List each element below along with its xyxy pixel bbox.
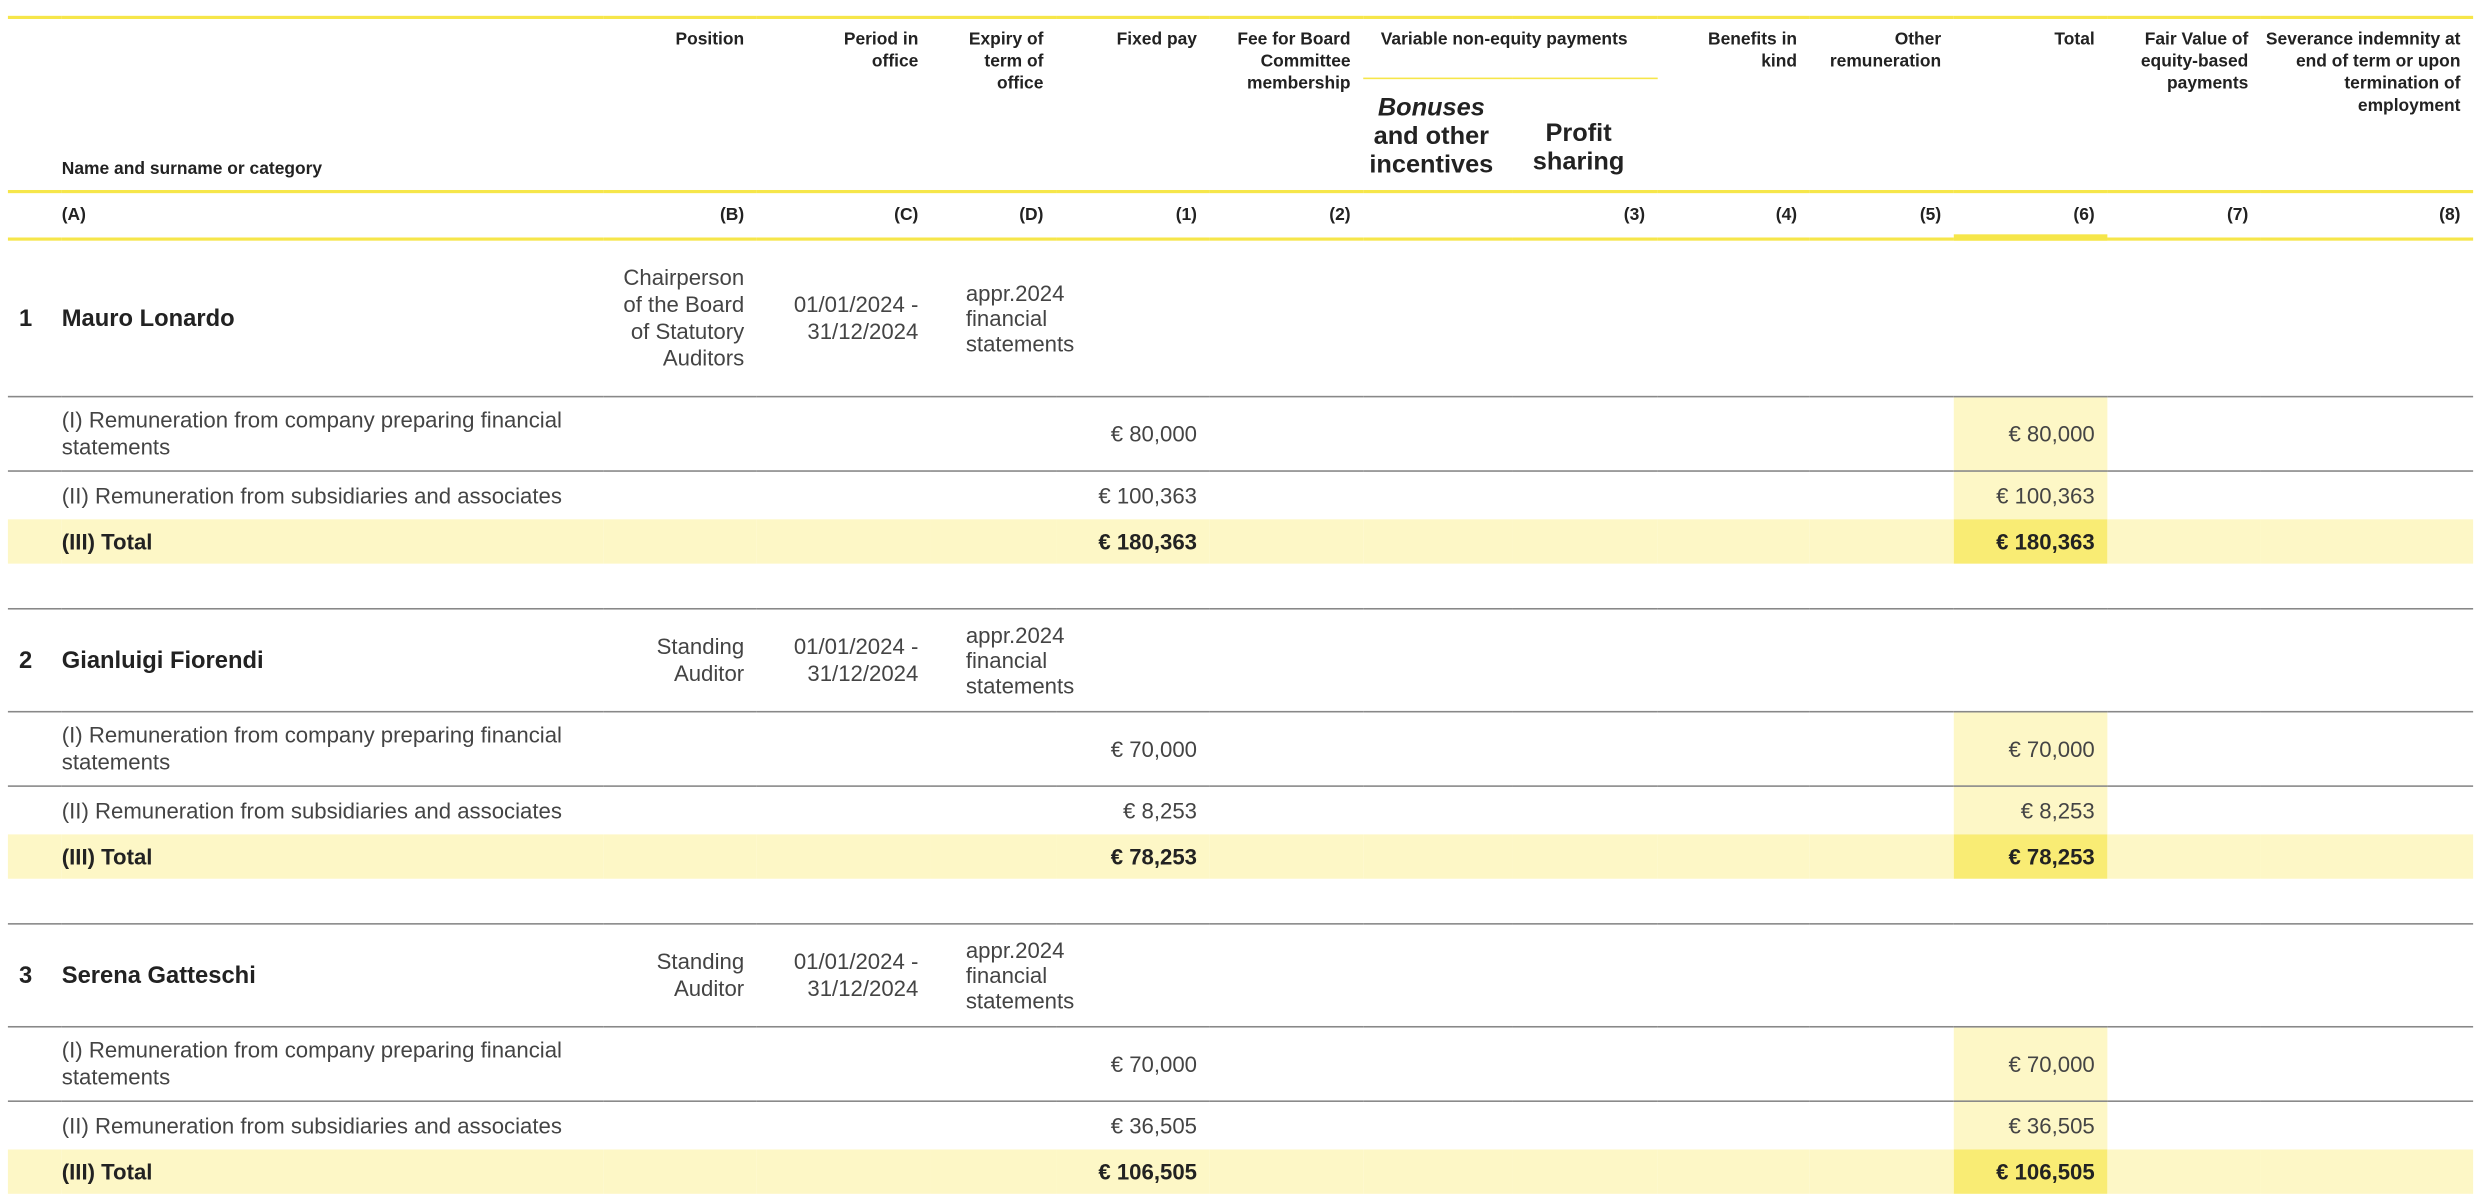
fixed-pay-value: € 106,505 [1056,1149,1210,1193]
col-letter-c: (C) [757,192,931,239]
row-label: (III) Total [62,1149,604,1193]
total-value: € 8,253 [1954,786,2108,834]
header-total: Total [2054,30,2095,50]
row-label: (III) Total [62,519,604,563]
fixed-pay-value: € 80,000 [1110,420,1197,446]
col-letter-a: (A) [8,192,603,239]
person-period: 01/01/2024 - 31/12/2024 [793,948,919,1001]
person-number: 1 [18,304,33,332]
person-expiry: appr.2024 financial statements [965,937,1075,1014]
col-letter-4: (4) [1658,192,1810,239]
fixed-pay-value: € 8,253 [1123,797,1197,823]
remuneration-row [8,712,2473,786]
total-row [8,834,2473,878]
total-value: € 70,000 [1954,712,2108,786]
column-letter-row [8,192,2473,239]
person-name: Mauro Lonardo [61,304,235,332]
person-row [8,924,2473,1027]
remuneration-row [8,397,2473,471]
row-label: (I) Remuneration from company preparing financial statements [61,721,562,775]
fixed-pay-value: € 70,000 [1110,1050,1197,1076]
person-expiry: appr.2024 financial statements [965,280,1075,357]
remuneration-row [8,786,2473,834]
header-row-1 [8,17,2473,78]
header-bonuses [1363,78,1512,191]
col-letter-b: (B) [603,192,757,239]
row-label: (I) Remuneration from company preparing financial statements [61,406,562,460]
remuneration-row [8,1027,2473,1101]
header-profit-sharing: Profit sharing [1532,120,1625,176]
person-row [8,609,2473,712]
header-name: Name and surname or category [61,159,323,179]
person-position: Standing Auditor [656,948,745,1001]
total-value: € 78,253 [1954,834,2108,878]
header-fixed-pay: Fixed pay [1116,30,1197,50]
fixed-pay-value: € 100,363 [1098,482,1197,508]
total-value: € 80,000 [1954,397,2108,471]
header-variable-payments: Variable non-equity payments [1363,17,1657,78]
person-period: 01/01/2024 - 31/12/2024 [793,291,919,344]
header-benefits: Benefits in kind [1708,30,1798,72]
fixed-pay-value: € 78,253 [1056,834,1210,878]
row-label: (II) Remuneration from subsidiaries and associates [61,482,562,508]
person-row [8,239,2473,397]
header-fee-committee: Fee for Board Committee membership [1237,30,1351,94]
header-expiry: Expiry of term of office [968,30,1044,94]
col-letter-8: (8) [2261,192,2473,239]
row-label: (II) Remuneration from subsidiaries and associates [61,1112,562,1138]
header-other: Other remuneration [1829,30,1942,72]
row-label: (III) Total [62,834,604,878]
remuneration-row [8,1101,2473,1149]
person-number: 3 [18,961,33,989]
header-period: Period in office [843,30,919,72]
person-name: Serena Gatteschi [61,961,256,989]
total-value: € 106,505 [1954,1149,2108,1193]
header-bonuses-rest: and other incentives [1369,123,1494,179]
fixed-pay-value: € 70,000 [1110,735,1197,761]
total-row [8,519,2473,563]
total-value: € 180,363 [1954,519,2108,563]
person-period: 01/01/2024 - 31/12/2024 [793,633,919,686]
total-row [8,1149,2473,1193]
person-expiry: appr.2024 financial statements [965,622,1075,699]
fixed-pay-value: € 36,505 [1110,1112,1197,1138]
total-value: € 100,363 [1954,471,2108,519]
remuneration-row [8,471,2473,519]
row-label: (II) Remuneration from subsidiaries and associates [61,797,562,823]
person-position: Standing Auditor [656,633,745,686]
col-letter-2: (2) [1210,192,1364,239]
col-letter-7: (7) [2107,192,2261,239]
person-name: Gianluigi Fiorendi [61,646,264,674]
header-bonuses-italic: Bonuses [1377,94,1485,122]
col-letter-1: (1) [1056,192,1210,239]
col-letter-5: (5) [1810,192,1954,239]
person-position: Chairperson of the Board of Statutory Auditors [623,264,745,371]
header-severance: Severance indemnity at end of term or upon termination of employment [2265,30,2461,116]
header-fair-value: Fair Value of equity-based payments [2140,30,2249,94]
col-letter-6: (6) [1954,192,2108,239]
total-value: € 70,000 [1954,1027,2108,1101]
col-letter-3: (3) [1363,192,1657,239]
fixed-pay-value: € 180,363 [1056,519,1210,563]
header-position: Position [675,30,745,50]
person-number: 2 [18,646,33,674]
row-label: (I) Remuneration from company preparing financial statements [61,1037,562,1090]
total-value: € 36,505 [1954,1101,2108,1149]
remuneration-table [8,16,2473,1194]
col-letter-d: (D) [931,192,1056,239]
